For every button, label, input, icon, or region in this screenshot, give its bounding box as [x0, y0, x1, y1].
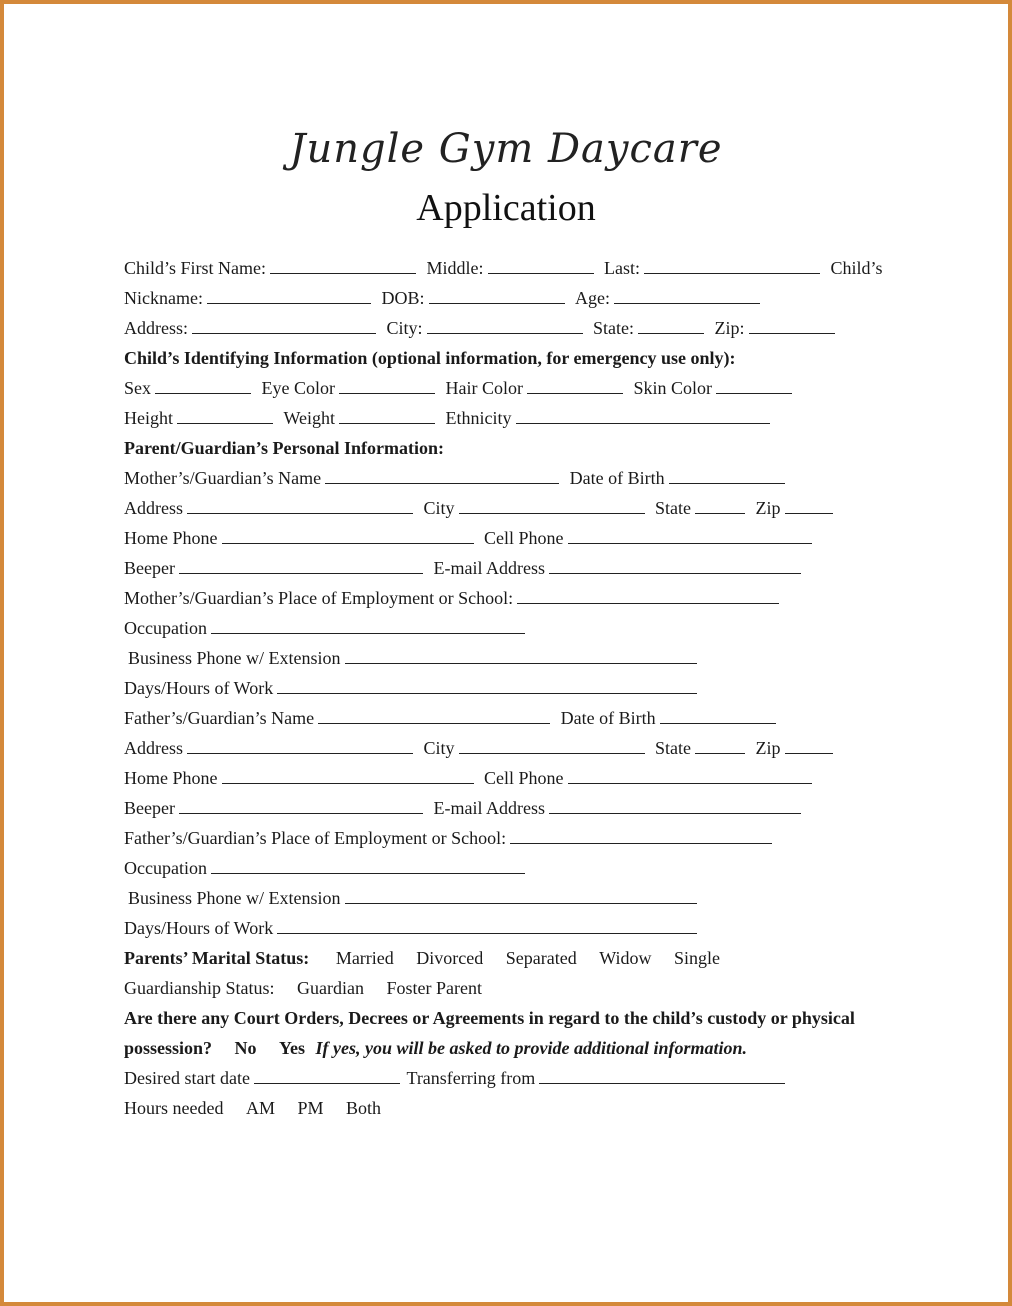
start-date-field[interactable] — [254, 1067, 400, 1084]
father-occupation-label: Occupation — [124, 858, 207, 878]
nickname-label: Nickname: — [124, 288, 203, 308]
mother-beeper-label: Beeper — [124, 558, 175, 578]
mother-days-hours-label: Days/Hours of Work — [124, 678, 274, 698]
skin-color-label: Skin Color — [633, 378, 712, 398]
father-dob-label: Date of Birth — [560, 708, 656, 728]
mother-phone-row — [124, 526, 894, 556]
mother-zip-field[interactable] — [785, 497, 833, 514]
mother-days-hours-row — [124, 676, 894, 706]
mother-beeper-field[interactable] — [179, 557, 423, 574]
dob-field[interactable] — [429, 287, 565, 304]
sex-eye-hair-skin-row — [124, 376, 894, 406]
father-employment-label: Father’s/Guardian’s Place of Employment or School: — [124, 828, 507, 848]
guardianship-status-label: Guardianship Status: — [124, 978, 275, 998]
mother-beeper-row — [124, 556, 894, 586]
weight-field[interactable] — [339, 407, 435, 424]
mother-cell-phone-field[interactable] — [568, 527, 812, 544]
marital-option-widow[interactable]: Widow — [599, 948, 652, 968]
father-dob-field[interactable] — [660, 707, 776, 724]
hours-option-both[interactable]: Both — [346, 1098, 382, 1118]
marital-option-married[interactable]: Married — [335, 948, 394, 968]
father-occupation-row — [124, 856, 894, 886]
hours-needed-label: Hours needed — [124, 1098, 224, 1118]
identifying-heading-row — [124, 346, 894, 376]
marital-status-row — [124, 946, 894, 976]
middle-label: Middle: — [426, 258, 484, 278]
mother-address-label: Address — [124, 498, 183, 518]
child-name-row — [124, 256, 894, 286]
child-address-row — [124, 316, 894, 346]
sex-field[interactable] — [155, 377, 251, 394]
address-label: Address: — [124, 318, 188, 338]
dob-label: DOB: — [381, 288, 425, 308]
father-employment-field[interactable] — [510, 827, 772, 844]
hair-color-field[interactable] — [527, 377, 623, 394]
marital-option-separated[interactable]: Separated — [505, 948, 577, 968]
identifying-heading: Child’s Identifying Information (optional information, for emergency use only): — [124, 348, 736, 368]
father-city-field[interactable] — [459, 737, 645, 754]
father-business-phone-field[interactable] — [345, 887, 697, 904]
last-name-field[interactable] — [644, 257, 820, 274]
zip-label: Zip: — [714, 318, 745, 338]
father-zip-label: Zip — [755, 738, 781, 758]
guardianship-status-row — [124, 976, 894, 1006]
zip-field[interactable] — [749, 317, 835, 334]
father-name-label: Father’s/Guardian’s Name — [124, 708, 315, 728]
father-state-field[interactable] — [695, 737, 745, 754]
marital-option-single[interactable]: Single — [674, 948, 721, 968]
mother-business-phone-label: Business Phone w/ Extension — [128, 648, 341, 668]
mother-cell-phone-label: Cell Phone — [484, 528, 564, 548]
mother-email-label: E-mail Address — [433, 558, 545, 578]
father-address-row — [124, 736, 894, 766]
father-business-phone-label: Business Phone w/ Extension — [128, 888, 341, 908]
height-field[interactable] — [177, 407, 273, 424]
address-field[interactable] — [192, 317, 376, 334]
father-days-hours-row — [124, 916, 894, 946]
father-state-label: State — [655, 738, 692, 758]
height-weight-row — [124, 406, 894, 436]
mother-state-label: State — [655, 498, 692, 518]
father-days-hours-label: Days/Hours of Work — [124, 918, 274, 938]
last-label: Last: — [604, 258, 641, 278]
father-days-hours-field[interactable] — [277, 917, 697, 934]
mother-dob-field[interactable] — [669, 467, 785, 484]
application-heading: Application — [416, 187, 596, 229]
father-cell-phone-field[interactable] — [568, 767, 812, 784]
mother-employment-field[interactable] — [517, 587, 779, 604]
father-home-phone-label: Home Phone — [124, 768, 218, 788]
father-beeper-row — [124, 796, 894, 826]
mother-email-field[interactable] — [549, 557, 801, 574]
mother-address-field[interactable] — [187, 497, 413, 514]
nickname-row — [124, 286, 894, 316]
father-address-label: Address — [124, 738, 183, 758]
mother-state-field[interactable] — [695, 497, 745, 514]
mother-city-label: City — [423, 498, 455, 518]
father-business-phone-row — [128, 886, 898, 916]
court-orders-question: Are there any Court Orders, Decrees or Agreements in regard to the child’s custody or physical — [124, 1008, 855, 1028]
city-field[interactable] — [427, 317, 583, 334]
mother-name-label: Mother’s/Guardian’s Name — [124, 468, 322, 488]
court-note: If yes, you will be asked to provide additional information. — [315, 1038, 748, 1058]
middle-name-field[interactable] — [488, 257, 594, 274]
city-label: City: — [386, 318, 423, 338]
father-beeper-field[interactable] — [179, 797, 423, 814]
father-cell-phone-label: Cell Phone — [484, 768, 564, 788]
transferring-from-field[interactable] — [539, 1067, 785, 1084]
court-option-no[interactable]: No — [234, 1038, 257, 1058]
first-name-label: Child’s First Name: — [124, 258, 267, 278]
possession-label: possession? — [124, 1038, 213, 1058]
parent-heading-row — [124, 436, 894, 466]
mother-days-hours-field[interactable] — [277, 677, 697, 694]
daycare-title: Jungle Gym Daycare — [289, 126, 723, 172]
father-email-field[interactable] — [549, 797, 801, 814]
sex-label: Sex — [124, 378, 151, 398]
father-address-field[interactable] — [187, 737, 413, 754]
first-name-field[interactable] — [270, 257, 416, 274]
eye-color-label: Eye Color — [261, 378, 335, 398]
state-label: State: — [593, 318, 635, 338]
mother-home-phone-field[interactable] — [222, 527, 474, 544]
mother-zip-label: Zip — [755, 498, 781, 518]
mother-business-phone-field[interactable] — [345, 647, 697, 664]
father-zip-field[interactable] — [785, 737, 833, 754]
mother-city-field[interactable] — [459, 497, 645, 514]
mother-employment-label: Mother’s/Guardian’s Place of Employment or School: — [124, 588, 514, 608]
childs-label: Child’s — [830, 258, 883, 278]
father-email-label: E-mail Address — [433, 798, 545, 818]
father-phone-row — [124, 766, 894, 796]
mother-occupation-field[interactable] — [211, 617, 525, 634]
age-field[interactable] — [614, 287, 760, 304]
state-field[interactable] — [638, 317, 704, 334]
hair-color-label: Hair Color — [445, 378, 523, 398]
father-city-label: City — [423, 738, 455, 758]
father-employment-row — [124, 826, 894, 856]
guardianship-option-foster-parent[interactable]: Foster Parent — [386, 978, 482, 998]
mother-home-phone-label: Home Phone — [124, 528, 218, 548]
transferring-from-label: Transferring from — [406, 1068, 536, 1088]
father-name-field[interactable] — [318, 707, 550, 724]
mother-dob-label: Date of Birth — [569, 468, 665, 488]
ethnicity-field[interactable] — [516, 407, 770, 424]
hours-option-pm[interactable]: PM — [297, 1098, 324, 1118]
father-beeper-label: Beeper — [124, 798, 175, 818]
mother-occupation-row — [124, 616, 894, 646]
start-date-row — [124, 1066, 894, 1096]
mother-address-row — [124, 496, 894, 526]
height-label: Height — [124, 408, 173, 428]
nickname-field[interactable] — [207, 287, 371, 304]
mother-name-row — [124, 466, 894, 496]
court-orders-row — [124, 1006, 894, 1036]
parent-heading: Parent/Guardian’s Personal Information: — [124, 438, 444, 458]
hours-option-am[interactable]: AM — [245, 1098, 275, 1118]
marital-option-divorced[interactable]: Divorced — [416, 948, 484, 968]
start-date-label: Desired start date — [124, 1068, 250, 1088]
father-occupation-field[interactable] — [211, 857, 525, 874]
mother-name-field[interactable] — [325, 467, 559, 484]
mother-employment-row — [124, 586, 894, 616]
hours-needed-row — [124, 1096, 894, 1126]
marital-status-label: Parents’ Marital Status: — [124, 948, 310, 968]
guardianship-option-guardian[interactable]: Guardian — [297, 978, 364, 998]
eye-color-field[interactable] — [339, 377, 435, 394]
father-home-phone-field[interactable] — [222, 767, 474, 784]
court-option-yes[interactable]: Yes — [279, 1038, 306, 1058]
ethnicity-label: Ethnicity — [445, 408, 512, 428]
mother-occupation-label: Occupation — [124, 618, 207, 638]
age-label: Age: — [575, 288, 610, 308]
weight-label: Weight — [283, 408, 336, 428]
mother-business-phone-row — [128, 646, 898, 676]
father-name-row — [124, 706, 894, 736]
skin-color-field[interactable] — [716, 377, 792, 394]
possession-row — [124, 1036, 894, 1066]
